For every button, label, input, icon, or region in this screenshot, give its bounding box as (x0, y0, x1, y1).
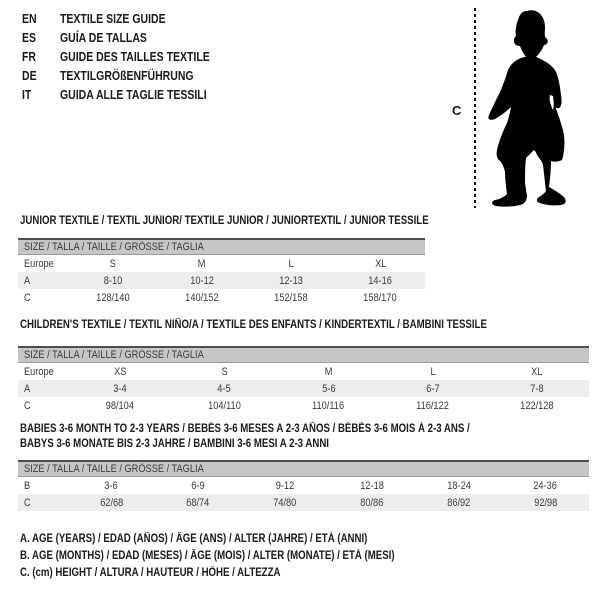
table-row (18, 397, 589, 414)
size-cell: 6-9 (191, 479, 205, 492)
table-row (18, 494, 589, 511)
language-row-es (22, 28, 238, 47)
language-label: GUIDA ALLE TAGLIE TESSILI (60, 87, 207, 102)
size-cell: S (221, 365, 228, 378)
babies-table-rows (18, 477, 589, 511)
size-cell: 98/104 (105, 399, 135, 412)
size-cell: 14-16 (368, 274, 393, 287)
size-cell: 86/92 (447, 496, 471, 509)
row-label: C (24, 496, 31, 509)
size-cell: L (288, 257, 294, 270)
row-label: B (24, 479, 31, 492)
size-cell: XL (531, 365, 543, 378)
size-header-bar: SIZE / TALLA / TAILLE / GRÖSSE / TAGLIA (18, 460, 589, 477)
language-code: EN (22, 11, 37, 26)
table-row (18, 255, 425, 272)
size-cell: XS (113, 365, 127, 378)
size-cell: 7-8 (530, 382, 544, 395)
legend-footnotes (20, 531, 466, 582)
size-cell: 9-12 (275, 479, 295, 492)
size-cell: 10-12 (190, 274, 214, 287)
size-cell: 5-6 (321, 382, 336, 395)
size-header-bar: SIZE / TALLA / TAILLE / GRÖSSE / TAGLIA (18, 346, 589, 363)
size-cell: 4-5 (217, 382, 231, 395)
size-cell: M (198, 257, 206, 270)
language-code: IT (22, 87, 32, 102)
size-header-bar: SIZE / TALLA / TAILLE / GRÖSSE / TAGLIA (18, 238, 425, 255)
table-row (18, 289, 425, 306)
language-row-fr (22, 47, 238, 66)
language-label: TEXTILGRÖßENFÜHRUNG (60, 68, 194, 83)
language-code: DE (22, 68, 37, 83)
size-cell: 24-36 (533, 479, 558, 492)
junior-size-table (18, 238, 425, 306)
children-table-title: CHILDREN'S TEXTILE / TEXTIL NIÑO/A / TEXTILE DES ENFANTS / KINDERTEXTIL / BAMBINI TESSILE (20, 319, 487, 331)
language-list (22, 9, 238, 104)
size-cell: 80/86 (360, 496, 384, 509)
size-cell: 92/98 (533, 496, 558, 509)
size-cell: 104/110 (207, 399, 241, 412)
table-row (18, 477, 589, 494)
size-cell: 8-10 (103, 274, 122, 287)
size-cell: 128/140 (95, 291, 130, 304)
size-cell: 68/74 (186, 496, 210, 509)
size-cell: 140/152 (185, 291, 219, 304)
language-label: GUIDE DES TAILLES TEXTILE (60, 49, 210, 64)
size-cell: 62/68 (99, 496, 123, 509)
junior-table-title: JUNIOR TEXTILE / TEXTIL JUNIOR/ TEXTILE JUNIOR / JUNIORTEXTIL / JUNIOR TESSILE (20, 215, 429, 227)
table-row (18, 380, 589, 397)
language-row-en (22, 9, 238, 28)
language-code: ES (22, 30, 37, 45)
footnote-b: B. AGE (MONTHS) / EDAD (MESES) / ÂGE (MOIS) / ALTER (MONATE) / ETÀ (MESI) (20, 550, 395, 562)
size-cell: 12-18 (360, 479, 384, 492)
size-cell: M (324, 365, 333, 378)
row-label: A (24, 382, 31, 395)
table-row (18, 272, 425, 289)
size-cell: 6-7 (426, 382, 440, 395)
footnote-a: A. AGE (YEARS) / EDAD (AÑOS) / ÂGE (ANS) / ALTER (JAHRE) / ETÀ (ANNI) (20, 533, 368, 545)
size-cell: 116/122 (416, 399, 450, 412)
footnote-c: C. (cm) HEIGHT / ALTURA / HAUTEUR / HÖHE / ALTEZZA (20, 567, 281, 579)
language-row-it (22, 85, 238, 104)
size-cell: 3-4 (113, 382, 127, 395)
size-cell: S (109, 257, 116, 270)
babies-size-table (18, 460, 589, 511)
size-cell: XL (374, 257, 387, 270)
size-cell: 18-24 (446, 479, 471, 492)
row-label: A (24, 274, 31, 287)
junior-table-rows (18, 255, 425, 306)
children-table-rows (18, 363, 589, 414)
size-cell: 158/170 (363, 291, 398, 304)
size-cell: L (430, 365, 436, 378)
size-cell: 152/158 (274, 291, 308, 304)
children-size-table (18, 346, 589, 414)
height-measure-dotted-line (474, 8, 476, 208)
language-label: GUÍA DE TALLAS (60, 30, 147, 45)
row-label: Europe (24, 365, 54, 378)
size-cell: 12-13 (279, 274, 303, 287)
row-label: C (24, 291, 31, 304)
size-cell: 122/128 (520, 399, 554, 412)
size-cell: 110/116 (312, 399, 345, 412)
table-row (18, 363, 589, 380)
row-label: Europe (24, 257, 54, 270)
language-label: TEXTILE SIZE GUIDE (60, 11, 166, 26)
language-code: FR (22, 49, 37, 64)
row-label: C (24, 399, 31, 412)
babies-table-title: BABIES 3-6 MONTH TO 2-3 YEARS / BEBÉS 3-6 MESES A 2-3 AÑOS / BÉBÉS 3-6 MOIS À 2-3 ANS / BABYS 3-6 MONATE BIS 2-3 JAHRE / BAMBINI 3-6 MESI A 2-3 ANNI (20, 423, 470, 450)
size-cell: 3-6 (104, 479, 119, 492)
language-row-de (22, 66, 238, 85)
height-measure-label: C (452, 103, 462, 118)
baby-silhouette-icon (479, 0, 599, 215)
size-cell: 74/80 (273, 496, 297, 509)
